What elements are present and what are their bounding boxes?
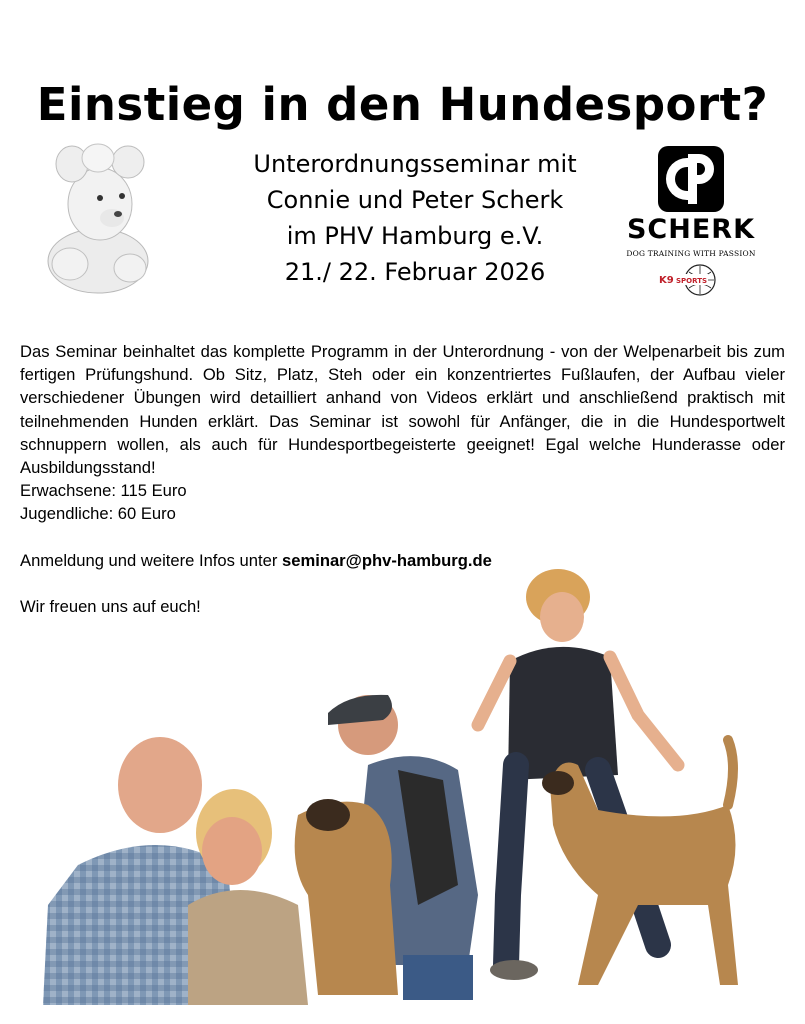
- headline: Einstieg in den Hundesport?: [36, 78, 769, 131]
- scherk-logo-mark-icon: [658, 146, 724, 212]
- seminar-description: Das Seminar beinhaltet das komplette Programm in der Unterordnung - von der Welpenarbeit bis zum fertigen Prüfungshund. Ob Sitz, Platz, Steh oder ein konzentriertes Fußlaufen, der Aufbau vieler verschiedener Übungen wird detailliert anhand von Videos erklärt und anschließend praktisch mit teilnehmenden Hunden erklärt. Das Seminar ist sowohl für Anfänger, die in die Hundesportwelt schnuppern wollen, als auch für Hundesportbegeisterte geeignet! Egal welche Hunderasse oder Ausbildungsstand!: [20, 342, 785, 478]
- registration-email-link[interactable]: seminar@phv-hamburg.de: [282, 550, 492, 570]
- price-youth: Jugendliche: 60 Euro: [20, 504, 176, 524]
- subtitle: [230, 146, 600, 290]
- logo-brand: SCHERK: [626, 214, 755, 245]
- k9-sports-badge-icon: [656, 260, 726, 300]
- subtitle-line-3: im PHV Hamburg e.V.: [286, 222, 544, 250]
- poodle-image: [38, 136, 158, 298]
- scherk-logo: [622, 144, 760, 304]
- subtitle-line-2: Connie und Peter Scherk: [266, 186, 564, 214]
- trainers-with-dogs-photo: [38, 565, 783, 1005]
- subtitle-date: 21./ 22. Februar 2026: [284, 258, 546, 286]
- svg-text:SPORTS: SPORTS: [676, 277, 708, 285]
- registration-prefix: Anmeldung und weitere Infos unter: [20, 550, 278, 570]
- logo-tagline: DOG TRAINING WITH PASSION: [626, 249, 756, 258]
- svg-text:K9: K9: [659, 275, 674, 286]
- closing-line: Wir freuen uns auf euch!: [20, 596, 201, 616]
- subtitle-line-1: Unterordnungsseminar mit: [253, 150, 577, 178]
- price-adults: Erwachsene: 115 Euro: [20, 481, 187, 501]
